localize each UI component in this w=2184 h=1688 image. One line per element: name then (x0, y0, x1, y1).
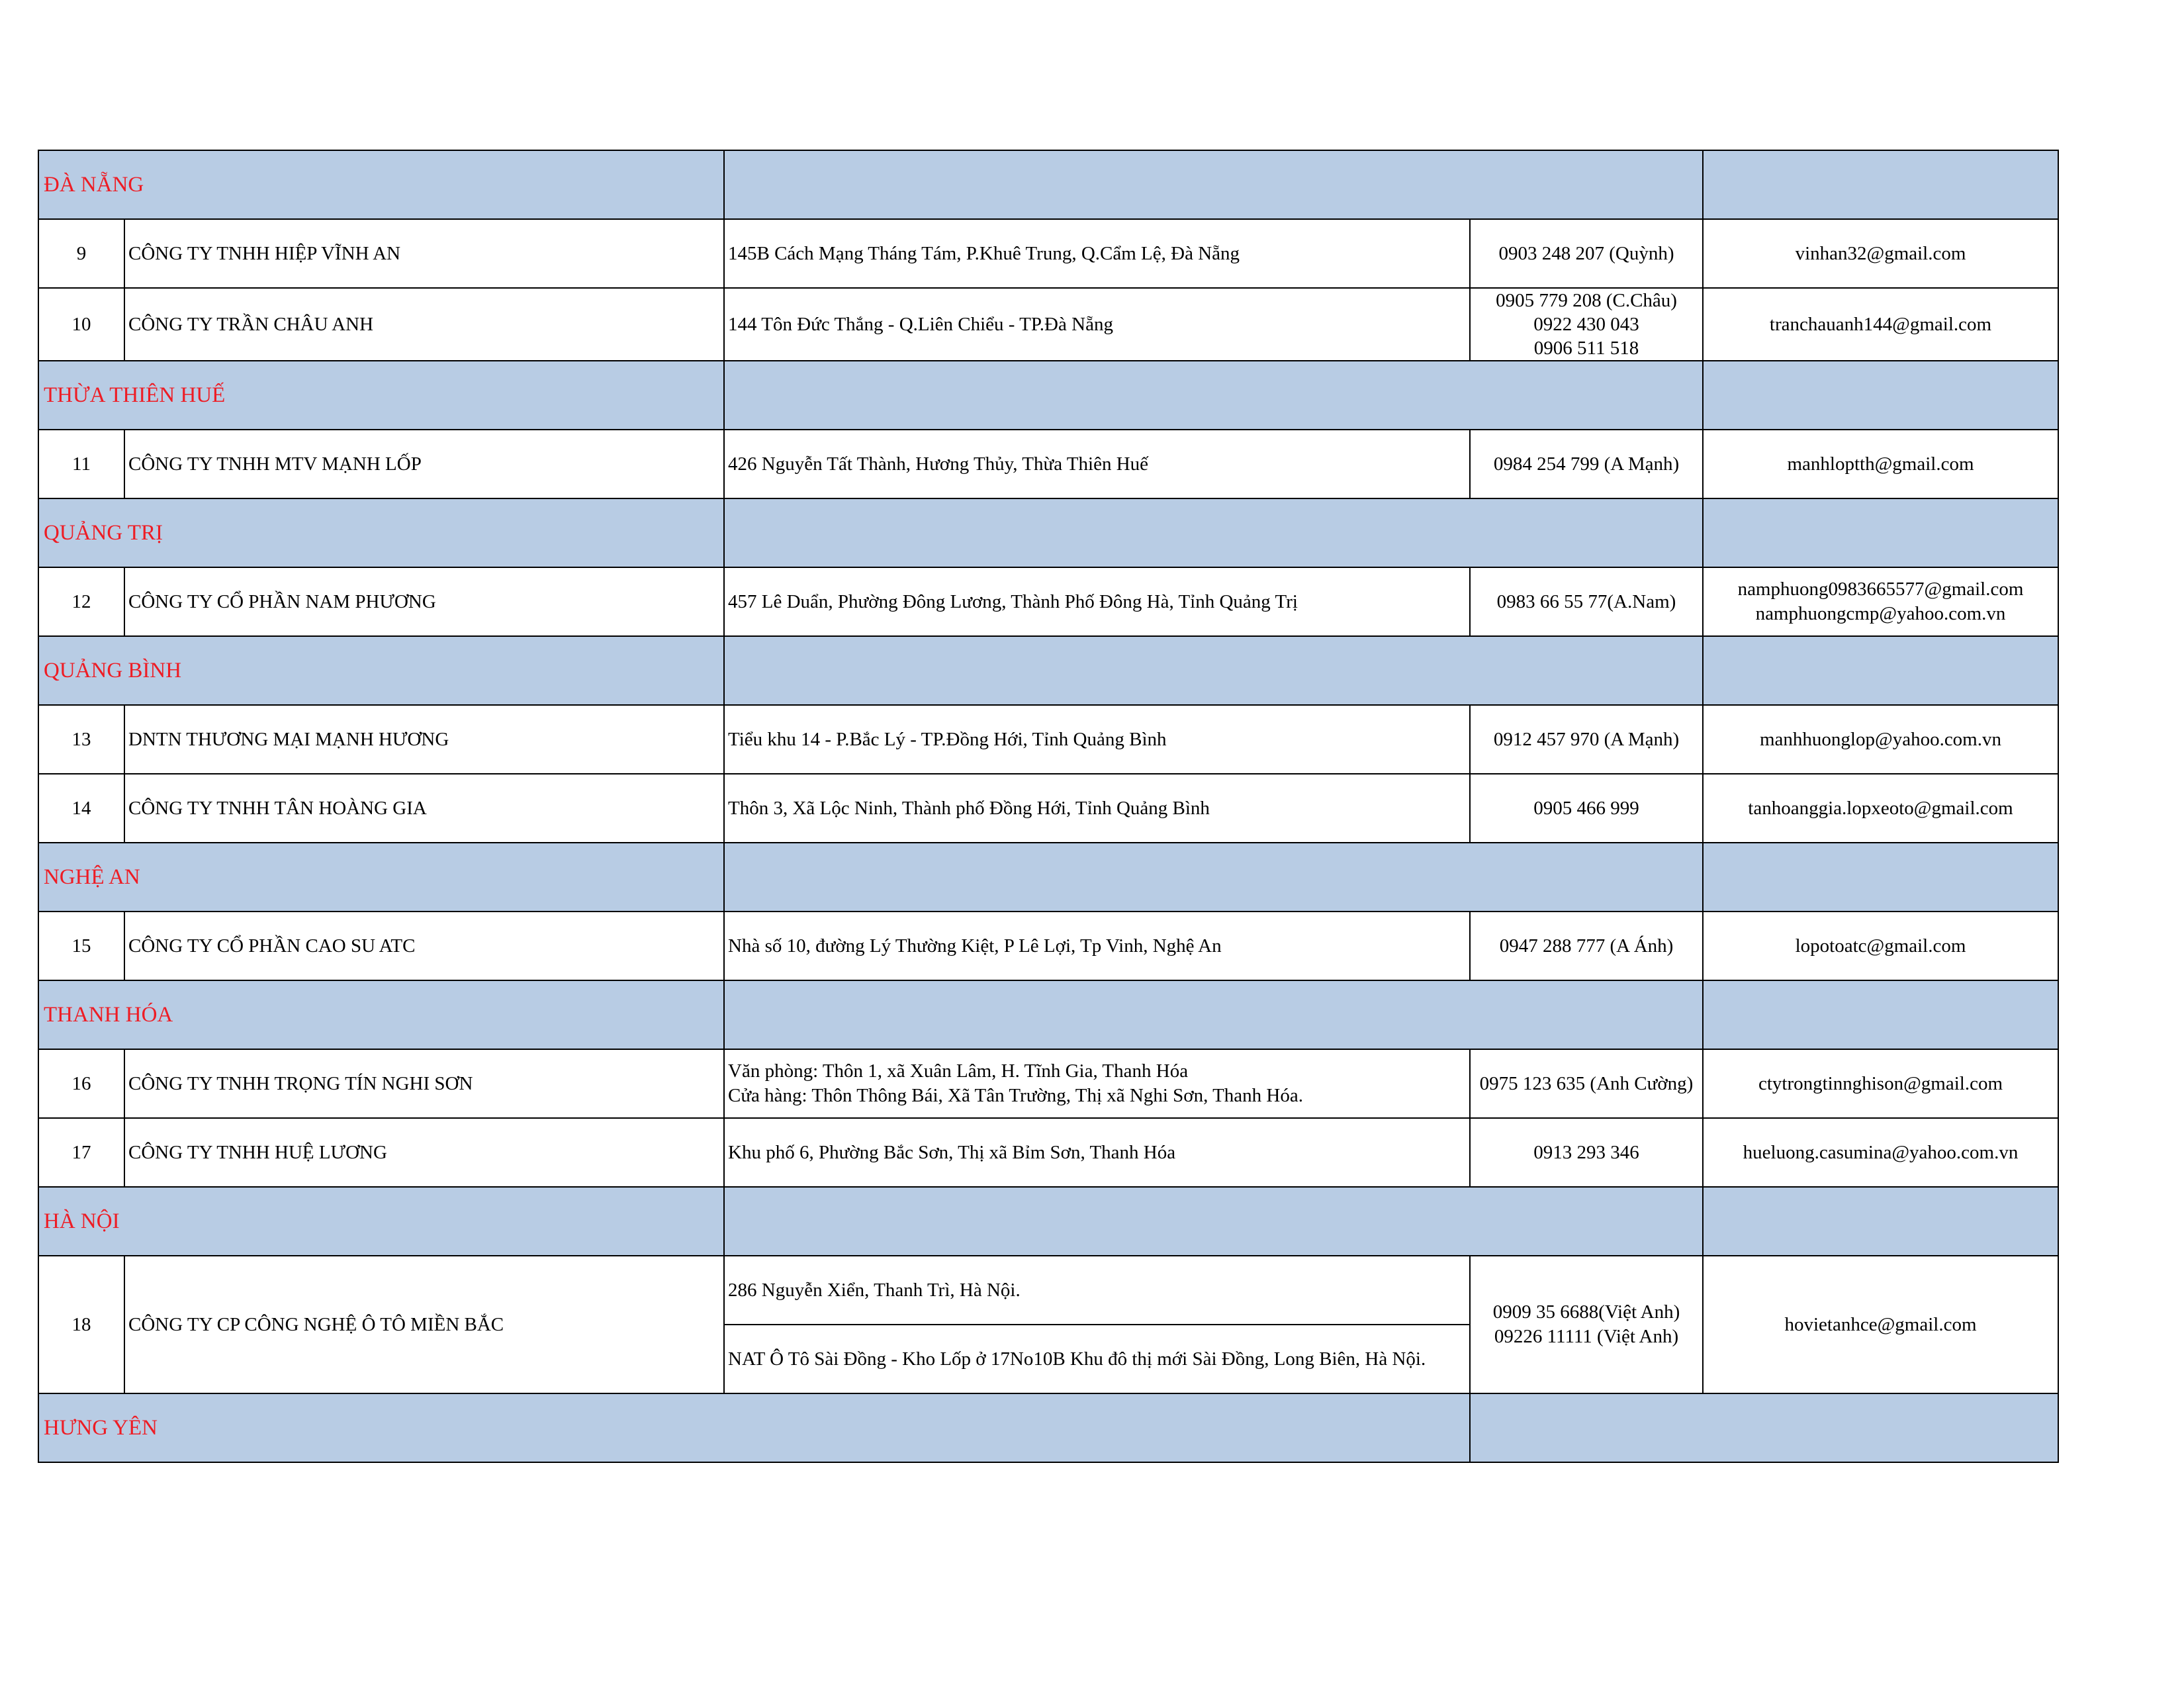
email[interactable]: ctytrongtinnghison@gmail.com (1703, 1049, 2058, 1118)
region-fill (724, 636, 1703, 705)
region-name: THỪA THIÊN HUẾ (38, 361, 724, 430)
region-row (38, 361, 2058, 430)
row-number: 10 (38, 288, 124, 361)
email-line[interactable]: namphuong0983665577@gmail.com (1737, 579, 2024, 600)
phone (1470, 288, 1703, 361)
table-row (38, 567, 2058, 636)
email[interactable]: lopotoatc@gmail.com (1703, 912, 2058, 980)
table-row (38, 774, 2058, 843)
region-fill (724, 980, 1703, 1049)
table-row (38, 430, 2058, 498)
row-number: 14 (38, 774, 124, 843)
row-number: 11 (38, 430, 124, 498)
region-row (38, 636, 2058, 705)
email[interactable]: tranchauanh144@gmail.com (1703, 288, 2058, 361)
region-name: NGHỆ AN (38, 843, 724, 912)
row-number: 9 (38, 219, 124, 288)
row-number: 15 (38, 912, 124, 980)
region-fill (724, 361, 1703, 430)
region-name: QUẢNG BÌNH (38, 636, 724, 705)
phone-line: 0909 35 6688(Việt Anh) (1492, 1301, 1680, 1323)
company-name: CÔNG TY TNHH TÂN HOÀNG GIA (124, 774, 724, 843)
address: 426 Nguyễn Tất Thành, Hương Thủy, Thừa Thiên Huế (724, 430, 1470, 498)
table-row (38, 912, 2058, 980)
address: Khu phố 6, Phường Bắc Sơn, Thị xã Bỉm Sơn, Thanh Hóa (724, 1118, 1470, 1187)
company-name: CÔNG TY CỔ PHẦN CAO SU ATC (124, 912, 724, 980)
table-row (38, 219, 2058, 288)
company-name: CÔNG TY CP CÔNG NGHỆ Ô TÔ MIỀN BẮC (124, 1256, 724, 1393)
company-name: CÔNG TY TRẦN CHÂU ANH (124, 288, 724, 361)
phone: 0913 293 346 (1470, 1118, 1703, 1187)
row-number: 17 (38, 1118, 124, 1187)
region-row (38, 843, 2058, 912)
address: 286 Nguyễn Xiển, Thanh Trì, Hà Nội. (724, 1256, 1470, 1325)
phone: 0947 288 777 (A Ánh) (1470, 912, 1703, 980)
region-fill (1703, 1187, 2058, 1256)
phone-line: 0905 779 208 (C.Châu) (1496, 290, 1677, 311)
address-line: Cửa hàng: Thôn Thông Bái, Xã Tân Trường, Thị xã Nghi Sơn, Thanh Hóa. (728, 1085, 1303, 1106)
address: Tiểu khu 14 - P.Bắc Lý - TP.Đồng Hới, Tỉnh Quảng Bình (724, 705, 1470, 774)
phone-line: 0906 511 518 (1533, 338, 1639, 359)
address: 145B Cách Mạng Tháng Tám, P.Khuê Trung, Q.Cẩm Lệ, Đà Nẵng (724, 219, 1470, 288)
phone-line: 0922 430 043 (1533, 314, 1639, 335)
table-row (38, 1118, 2058, 1187)
company-name: CÔNG TY CỔ PHẦN NAM PHƯƠNG (124, 567, 724, 636)
region-fill (1703, 843, 2058, 912)
email[interactable]: tanhoanggia.lopxeoto@gmail.com (1703, 774, 2058, 843)
company-name: CÔNG TY TNHH MTV MẠNH LỐP (124, 430, 724, 498)
email[interactable]: manhhuonglop@yahoo.com.vn (1703, 705, 2058, 774)
email[interactable]: vinhan32@gmail.com (1703, 219, 2058, 288)
table-row (38, 705, 2058, 774)
row-number: 13 (38, 705, 124, 774)
phone-line: 09226 11111 (Việt Anh) (1494, 1326, 1679, 1347)
region-fill (1470, 1393, 2058, 1462)
region-name: QUẢNG TRỊ (38, 498, 724, 567)
row-number: 12 (38, 567, 124, 636)
email[interactable]: hovietanhce@gmail.com (1703, 1256, 2058, 1393)
region-fill (1703, 980, 2058, 1049)
region-row (38, 498, 2058, 567)
region-row (38, 980, 2058, 1049)
region-name: HÀ NỘI (38, 1187, 724, 1256)
region-name: HƯNG YÊN (38, 1393, 1470, 1462)
phone: 0905 466 999 (1470, 774, 1703, 843)
phone: 0975 123 635 (Anh Cường) (1470, 1049, 1703, 1118)
phone: 0984 254 799 (A Mạnh) (1470, 430, 1703, 498)
phone: 0903 248 207 (Quỳnh) (1470, 219, 1703, 288)
address: NAT Ô Tô Sài Đồng - Kho Lốp ở 17No10B Khu đô thị mới Sài Đồng, Long Biên, Hà Nội. (724, 1325, 1470, 1393)
region-fill (724, 498, 1703, 567)
email[interactable]: hueluong.casumina@yahoo.com.vn (1703, 1118, 2058, 1187)
company-name: CÔNG TY TNHH HUỆ LƯƠNG (124, 1118, 724, 1187)
phone: 0912 457 970 (A Mạnh) (1470, 705, 1703, 774)
email-line[interactable]: namphuongcmp@yahoo.com.vn (1755, 603, 2006, 624)
phone (1470, 1256, 1703, 1393)
region-name: THANH HÓA (38, 980, 724, 1049)
region-fill (1703, 498, 2058, 567)
region-fill (724, 1187, 1703, 1256)
address: Nhà số 10, đường Lý Thường Kiệt, P Lê Lợi, Tp Vinh, Nghệ An (724, 912, 1470, 980)
address: 457 Lê Duẩn, Phường Đông Lương, Thành Phố Đông Hà, Tỉnh Quảng Trị (724, 567, 1470, 636)
table-row (38, 1049, 2058, 1118)
table-row (38, 288, 2058, 361)
region-row (38, 1393, 2058, 1462)
region-fill (1703, 150, 2058, 219)
region-row (38, 1187, 2058, 1256)
table-row (38, 1256, 2058, 1325)
region-fill (1703, 361, 2058, 430)
company-name: CÔNG TY TNHH TRỌNG TÍN NGHI SƠN (124, 1049, 724, 1118)
region-fill (1703, 636, 2058, 705)
row-number: 16 (38, 1049, 124, 1118)
company-name: CÔNG TY TNHH HIỆP VĨNH AN (124, 219, 724, 288)
address: Thôn 3, Xã Lộc Ninh, Thành phố Đồng Hới, Tỉnh Quảng Bình (724, 774, 1470, 843)
company-name: DNTN THƯƠNG MẠI MẠNH HƯƠNG (124, 705, 724, 774)
row-number: 18 (38, 1256, 124, 1393)
address (724, 1049, 1470, 1118)
region-name: ĐÀ NẴNG (38, 150, 724, 219)
address: 144 Tôn Đức Thắng - Q.Liên Chiểu - TP.Đà Nẵng (724, 288, 1470, 361)
region-fill (724, 150, 1703, 219)
email[interactable]: manhloptth@gmail.com (1703, 430, 2058, 498)
region-row (38, 150, 2058, 219)
dealer-table (38, 150, 2059, 1463)
email[interactable] (1703, 567, 2058, 636)
address-line: Văn phòng: Thôn 1, xã Xuân Lâm, H. Tĩnh Gia, Thanh Hóa (728, 1060, 1189, 1082)
phone: 0983 66 55 77(A.Nam) (1470, 567, 1703, 636)
region-fill (724, 843, 1703, 912)
